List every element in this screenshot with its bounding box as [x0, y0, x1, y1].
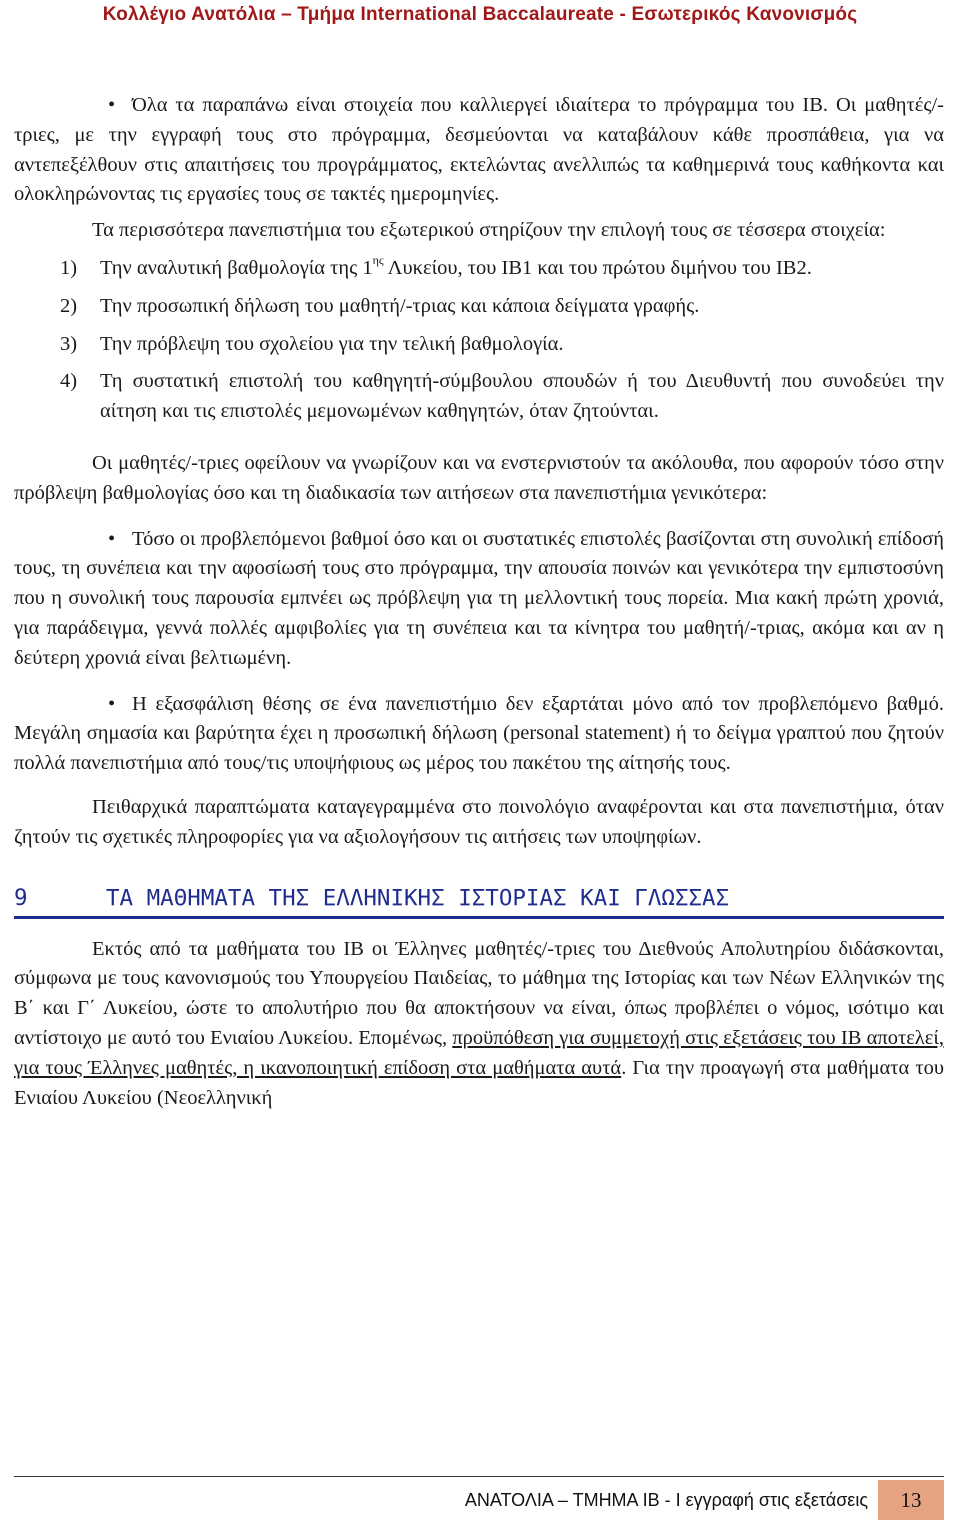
footer-divider: [14, 1476, 944, 1477]
page-number: 13: [878, 1480, 944, 1520]
paragraph-disciplinary: Πειθαρχικά παραπτώματα καταγεγραμμένα στο ποινολόγιο αναφέρονται και στα πανεπιστήμια, όταν ζητούν τις σχετικές πληροφορίες για να αξιολογήσουν τις αιτήσεις των υποψηφίων.: [14, 795, 944, 848]
section-title: ΤΑ ΜΑΘΗΜΑΤΑ ΤΗΣ ΕΛΛΗΝΙΚΗΣ ΙΣΤΟΡΙΑΣ ΚΑΙ ΓΛΩΣΣΑΣ: [106, 884, 730, 911]
list-item: 3) Την πρόβλεψη του σχολείου για την τελική βαθμολογία.: [14, 330, 944, 360]
list-number: 3): [60, 332, 78, 355]
bullet-icon: •: [108, 94, 116, 116]
list-number: 4): [60, 370, 78, 393]
paragraph-universities: Τα περισσότερα πανεπιστήμια του εξωτερικού στηρίζουν την επιλογή τους σε τέσσερα στοιχεία:: [92, 219, 886, 242]
bullet-personal-statement: • Η εξασφάλιση θέσης σε ένα πανεπιστήμιο δεν εξαρτάται μόνο από τον προβλεπόμενο βαθμό. Μεγάλη σημασία και βαρύτητα έχει η προσωπική δήλωση (personal statement) ή το δείγμα γραπτού που ζητούν πολλά πανεπιστήμια από τους/τις υποψήφιους ως μέρος του πακέτου της αίτησής τους.: [14, 690, 944, 779]
list-item: 1) Την αναλυτική βαθμολογία της $1^{\eta\varsigma}$ Λυκείου, του IB1 και του πρώτου διμήνου του IB2.: [14, 254, 944, 284]
bullet-predicted-grades: • Τόσο οι προβλεπόμενοι βαθμοί όσο και οι συστατικές επιστολές βασίζονται στη συνολική επίδοσή τους, τη συνέπεια και την αφοσίωσή τους στο πρόγραμμα, την απουσία ποινών και γενικότερα την εμπιστοσύνη που η συνολική τους παρουσία εμπνέει ως πρόβλεψη για τη μελλοντική τους πορεία. Μια κακή πρώτη χρονιά, για παράδειγμα, γεννά πολλές αμφιβολίες για τη συνέπεια και τα κίνητρα του μαθητή/-τριας, ακόμα και αν η δεύτερη χρονιά είναι βελτιωμένη.: [14, 525, 944, 674]
underlined-requirement: προϋπόθεση για συμμετοχή στις εξετάσεις του IB αποτελεί, για τους Έλληνες μαθητές, η ικανοποιητική επίδοση στα μαθήματα αυτά: [14, 1026, 944, 1079]
criteria-list: [14, 254, 944, 427]
paragraph-ib-commitment: [14, 91, 944, 210]
paragraph-obligations: Οι μαθητές/-τριες οφείλουν να γνωρίζουν και να ενστερνιστούν τα ακόλουθα, που αφορούν τόσο στην πρόβλεψη βαθμολογίας όσο και τη διαδικασία των αιτήσεων στα πανεπιστήμια γενικότερα:: [14, 451, 944, 504]
list-item: 4) Τη συστατική επιστολή του καθηγητή-σύμβουλου σπουδών ή του Διευθυντή που συνοδεύει την αίτηση και τις επιστολές μεμονωμένων καθηγητών, όταν ζητούνται.: [14, 367, 944, 427]
footer-text: ΑΝΑΤΟΛΙΑ – ΤΜΗΜΑ IB - Ι εγγραφή στις εξετάσεις: [464, 1489, 868, 1510]
section-number: 9: [14, 884, 28, 911]
list-item: 2) Την προσωπική δήλωση του μαθητή/-τριας και κάποια δείγματα γραφής.: [14, 292, 944, 322]
bullet-icon: •: [108, 527, 116, 550]
bullet-icon: •: [108, 692, 116, 715]
section-heading: [14, 885, 944, 919]
document-body: [14, 91, 944, 1113]
list-number: 2): [60, 294, 78, 317]
list-number: 1): [60, 256, 78, 279]
paragraph-text: Όλα τα παραπάνω είναι στοιχεία που καλλιεργεί ιδιαίτερα το πρόγραμμα του IB. Οι μαθητές/-τριες, με την εγγραφή τους στο πρόγραμμα, δεσμεύονται να καταβάλουν κάθε προσπάθεια, για να αντεπεξέλθουν στις απαιτήσεις του προγράμματος, εκτελώντας ανελλιπώς τα καθημερινά τους καθήκοντα και ολοκληρώνοντας τις εργασίες τους σε τακτές ημερομηνίες.: [14, 94, 944, 206]
page-footer: [465, 1480, 944, 1520]
paragraph-greek-courses: Εκτός από τα μαθήματα του IB οι Έλληνες μαθητές/-τριες του Διεθνούς Απολυτηρίου διδάσκονται, σύμφωνα με τους κανονισμούς του Υπουργείου Παιδείας, το μάθημα της Ιστορίας και των Νέων Ελληνικών της Β΄ και Γ΄ Λυκείου, ώστε το απολυτήριο που θα αποκτήσουν να είναι, όπως προβλέπει ο νόμος, ισότιμο και αντίστοιχο με αυτό του Ενιαίου Λυκείου. Επομένως, προϋπόθεση για συμμετοχή στις εξετάσεις του IB αποτελεί, για τους Έλληνες μαθητές, η ικανοποιητική επίδοση στα μαθήματα αυτά. Για την προαγωγή στα μαθήματα του Ενιαίου Λυκείου (Νεοελληνική: [14, 937, 945, 1109]
page-header-title: Κολλέγιο Ανατόλια – Τμήμα International Baccalaureate - Εσωτερικός Κανονισμός: [102, 4, 858, 25]
